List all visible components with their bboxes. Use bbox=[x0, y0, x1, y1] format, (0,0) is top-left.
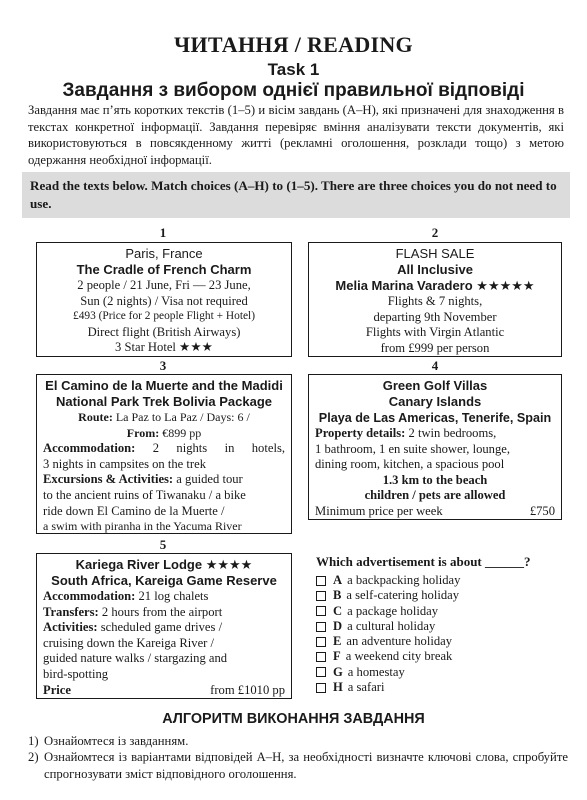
task-subtitle: Завдання з вибором однієї правильної відповіді bbox=[62, 80, 525, 101]
ad5-transfers bbox=[43, 605, 285, 621]
ad3-acc-line-2: 3 nights in campsites on the trek bbox=[43, 456, 206, 471]
ad2-line: departing 9th November bbox=[373, 309, 497, 324]
option-letter: F bbox=[333, 649, 341, 664]
option-letter: A bbox=[333, 573, 343, 587]
algorithm-steps bbox=[28, 733, 568, 782]
checkbox[interactable] bbox=[316, 683, 326, 693]
option-a[interactable] bbox=[316, 573, 566, 588]
ad3-heading-2: National Park Trek Bolivia Package bbox=[55, 394, 273, 409]
algorithm-step bbox=[28, 733, 568, 749]
option-text: a package holiday bbox=[347, 603, 439, 618]
ad2-heading-3: Melia Marina Varadero ★★★★★ bbox=[335, 278, 535, 293]
page-title: ЧИТАННЯ / READING bbox=[174, 32, 413, 57]
ad3-route bbox=[43, 410, 285, 426]
option-f[interactable] bbox=[316, 649, 566, 664]
checkbox[interactable] bbox=[316, 606, 326, 616]
task-label: Task 1 bbox=[267, 60, 320, 79]
option-letter: B bbox=[333, 588, 342, 603]
ad5-price-label: Price bbox=[43, 682, 71, 697]
ad1-line: 3 Star Hotel ★★★ bbox=[115, 340, 213, 355]
ad3-exc-line: ride down El Camino de la Muerte / bbox=[43, 503, 225, 518]
ad2-line: Flights & 7 nights, bbox=[387, 294, 483, 308]
ad5-act-line: cruising down the Kareiga River / bbox=[43, 635, 215, 650]
ad4-min-price: £750 bbox=[529, 503, 555, 518]
ad1-heading-1: Paris, France bbox=[125, 246, 203, 261]
option-letter: H bbox=[333, 680, 343, 695]
option-b[interactable] bbox=[316, 588, 566, 603]
ad5-act-label: Activities: bbox=[43, 620, 98, 635]
ad4-prop-line: dining room, kitchen, a spacious pool bbox=[315, 457, 505, 472]
ad4-beach: 1.3 km to the beach bbox=[382, 472, 488, 487]
option-text: a homestay bbox=[347, 664, 405, 679]
ad1-line: Sun (2 nights) / Visa not required bbox=[80, 293, 248, 308]
option-c[interactable] bbox=[316, 604, 566, 619]
step-number: 2) bbox=[28, 750, 39, 765]
ad5-acc-text: 21 log chalets bbox=[138, 589, 209, 603]
checkbox[interactable] bbox=[316, 591, 326, 601]
ad-number-5: 5 bbox=[159, 537, 167, 552]
ad4-prop-text: 2 twin bedrooms, bbox=[408, 426, 497, 440]
ad4-heading-1: Green Golf Villas bbox=[382, 378, 488, 393]
option-letter: D bbox=[333, 618, 343, 633]
ad3-route-text: La Paz to La Paz / Days: 6 / bbox=[115, 410, 250, 424]
ad-number-4: 4 bbox=[431, 358, 439, 373]
option-text: a backpacking holiday bbox=[347, 573, 461, 587]
checkbox[interactable] bbox=[316, 652, 326, 662]
option-e[interactable] bbox=[316, 634, 566, 649]
option-letter: C bbox=[333, 603, 343, 618]
checkbox[interactable] bbox=[316, 637, 326, 647]
ad2-line: Flights with Virgin Atlantic bbox=[365, 325, 505, 340]
ad3-acc-text: 2 nights in hotels, bbox=[152, 441, 285, 456]
ad3-heading-1: El Camino de la Muerte and the Madidi bbox=[45, 378, 283, 393]
step-number: 1) bbox=[28, 734, 39, 748]
ad5-accommodation bbox=[43, 589, 285, 605]
ad1-line: Direct flight (British Airways) bbox=[87, 324, 241, 339]
ad5-act-line: guided nature walks / stargazing and bbox=[43, 651, 228, 666]
ad-box-1 bbox=[36, 242, 292, 357]
ad3-accommodation bbox=[43, 441, 285, 457]
ad5-acc-label: Accommodation: bbox=[43, 589, 136, 603]
ad-box-4 bbox=[308, 374, 562, 520]
ad5-tr-label: Transfers: bbox=[43, 604, 99, 619]
ad3-acc-label: Accommodation: bbox=[43, 441, 136, 456]
ad5-tr-text: 2 hours from the airport bbox=[101, 604, 223, 619]
ad5-heading-2: South Africa, Kareiga Game Reserve bbox=[51, 573, 277, 588]
ad1-line: £493 (Price for 2 people Flight + Hotel) bbox=[73, 310, 255, 323]
question-title: Which advertisement is about ______? bbox=[316, 554, 531, 569]
ad4-heading-3: Playa de Las Americas, Tenerife, Spain bbox=[318, 411, 552, 425]
ad-number-3: 3 bbox=[159, 358, 167, 373]
step-text: Ознайомтеся із варіантами відповідей A–H, за необхідності визначте ключові слова, спробуйте спрогнозувати зміст відповідного оголошення. bbox=[44, 750, 568, 781]
ad2-heading-1: FLASH SALE bbox=[395, 246, 475, 261]
ad3-from bbox=[43, 426, 285, 442]
ad5-price-row bbox=[43, 683, 285, 699]
option-h[interactable] bbox=[316, 680, 566, 695]
ad3-route-label: Route: bbox=[78, 410, 113, 424]
option-text: a weekend city break bbox=[345, 649, 453, 664]
checkbox[interactable] bbox=[316, 667, 326, 677]
option-text: a safari bbox=[347, 680, 385, 695]
intro-text: Завдання має п’ять коротких текстів (1–5) и вісім завдань (A–H), які призначені для знаходження в текстах конкретної інформації. Завдання перевіряє вміння аналізувати тексти документів, які використовуються в повсякденному житті (рекламні оголошення, розклади тощо) з метою одержання необхідної інформації. bbox=[28, 103, 564, 167]
option-text: a cultural holiday bbox=[347, 618, 436, 633]
ad3-exc-text: a guided tour bbox=[176, 472, 243, 487]
question-area bbox=[316, 554, 566, 695]
ad4-prop-line: 1 bathroom, 1 en suite shower, lounge, bbox=[315, 441, 511, 456]
ad5-price-text: from £1010 pp bbox=[210, 682, 285, 697]
ad5-heading-1: Kariega River Lodge ★★★★ bbox=[75, 557, 253, 572]
ad3-excursions bbox=[43, 472, 285, 488]
instructions-text: Read the texts below. Match choices (A–H) to (1–5). There are three choices you do not need to use. bbox=[30, 178, 557, 211]
checkbox[interactable] bbox=[316, 576, 326, 586]
algorithm-step bbox=[28, 749, 568, 782]
checkbox[interactable] bbox=[316, 622, 326, 632]
ad3-from-label: From: bbox=[126, 425, 160, 440]
ad-box-2 bbox=[308, 242, 562, 357]
ad3-exc-line: a swim with piranha in the Yacuma River bbox=[43, 519, 242, 534]
ad5-activities bbox=[43, 620, 285, 636]
ad4-min-label: Minimum price per week bbox=[315, 503, 443, 518]
ad4-min-price-row bbox=[315, 504, 555, 520]
option-d[interactable] bbox=[316, 619, 566, 634]
option-text: a self-catering holiday bbox=[346, 588, 459, 603]
algorithm-title: АЛГОРИТМ ВИКОНАННЯ ЗАВДАННЯ bbox=[162, 711, 425, 727]
option-letter: G bbox=[333, 664, 343, 679]
option-letter: E bbox=[333, 634, 342, 649]
ad4-children-pets: children / pets are allowed bbox=[364, 488, 506, 503]
ad2-heading-2: All Inclusive bbox=[397, 262, 473, 277]
ad3-exc-label: Excursions & Activities: bbox=[43, 472, 174, 487]
ad4-prop-label: Property details: bbox=[315, 426, 406, 440]
ad4-heading-2: Canary Islands bbox=[388, 394, 482, 409]
ad1-line: 2 people / 21 June, Fri — 23 June, bbox=[77, 278, 251, 292]
ad3-from-text: €899 pp bbox=[162, 425, 202, 440]
ad1-heading-2: The Cradle of French Charm bbox=[76, 262, 252, 277]
ad3-exc-line: to the ancient ruins of Tiwanaku / a bike bbox=[43, 487, 246, 502]
ad-box-3 bbox=[36, 374, 292, 534]
ad2-line: from £999 per person bbox=[380, 340, 490, 355]
option-text: an adventure holiday bbox=[346, 634, 453, 649]
option-g[interactable] bbox=[316, 665, 566, 680]
ad-number-2: 2 bbox=[431, 225, 439, 240]
ad5-act-line: bird-spotting bbox=[43, 666, 109, 681]
ad-number-1: 1 bbox=[159, 225, 167, 240]
ad4-property bbox=[315, 426, 555, 442]
ad-box-5 bbox=[36, 553, 292, 699]
ad5-act-text: scheduled game drives / bbox=[100, 620, 223, 635]
step-text: Ознайомтеся із завданням. bbox=[44, 734, 189, 748]
